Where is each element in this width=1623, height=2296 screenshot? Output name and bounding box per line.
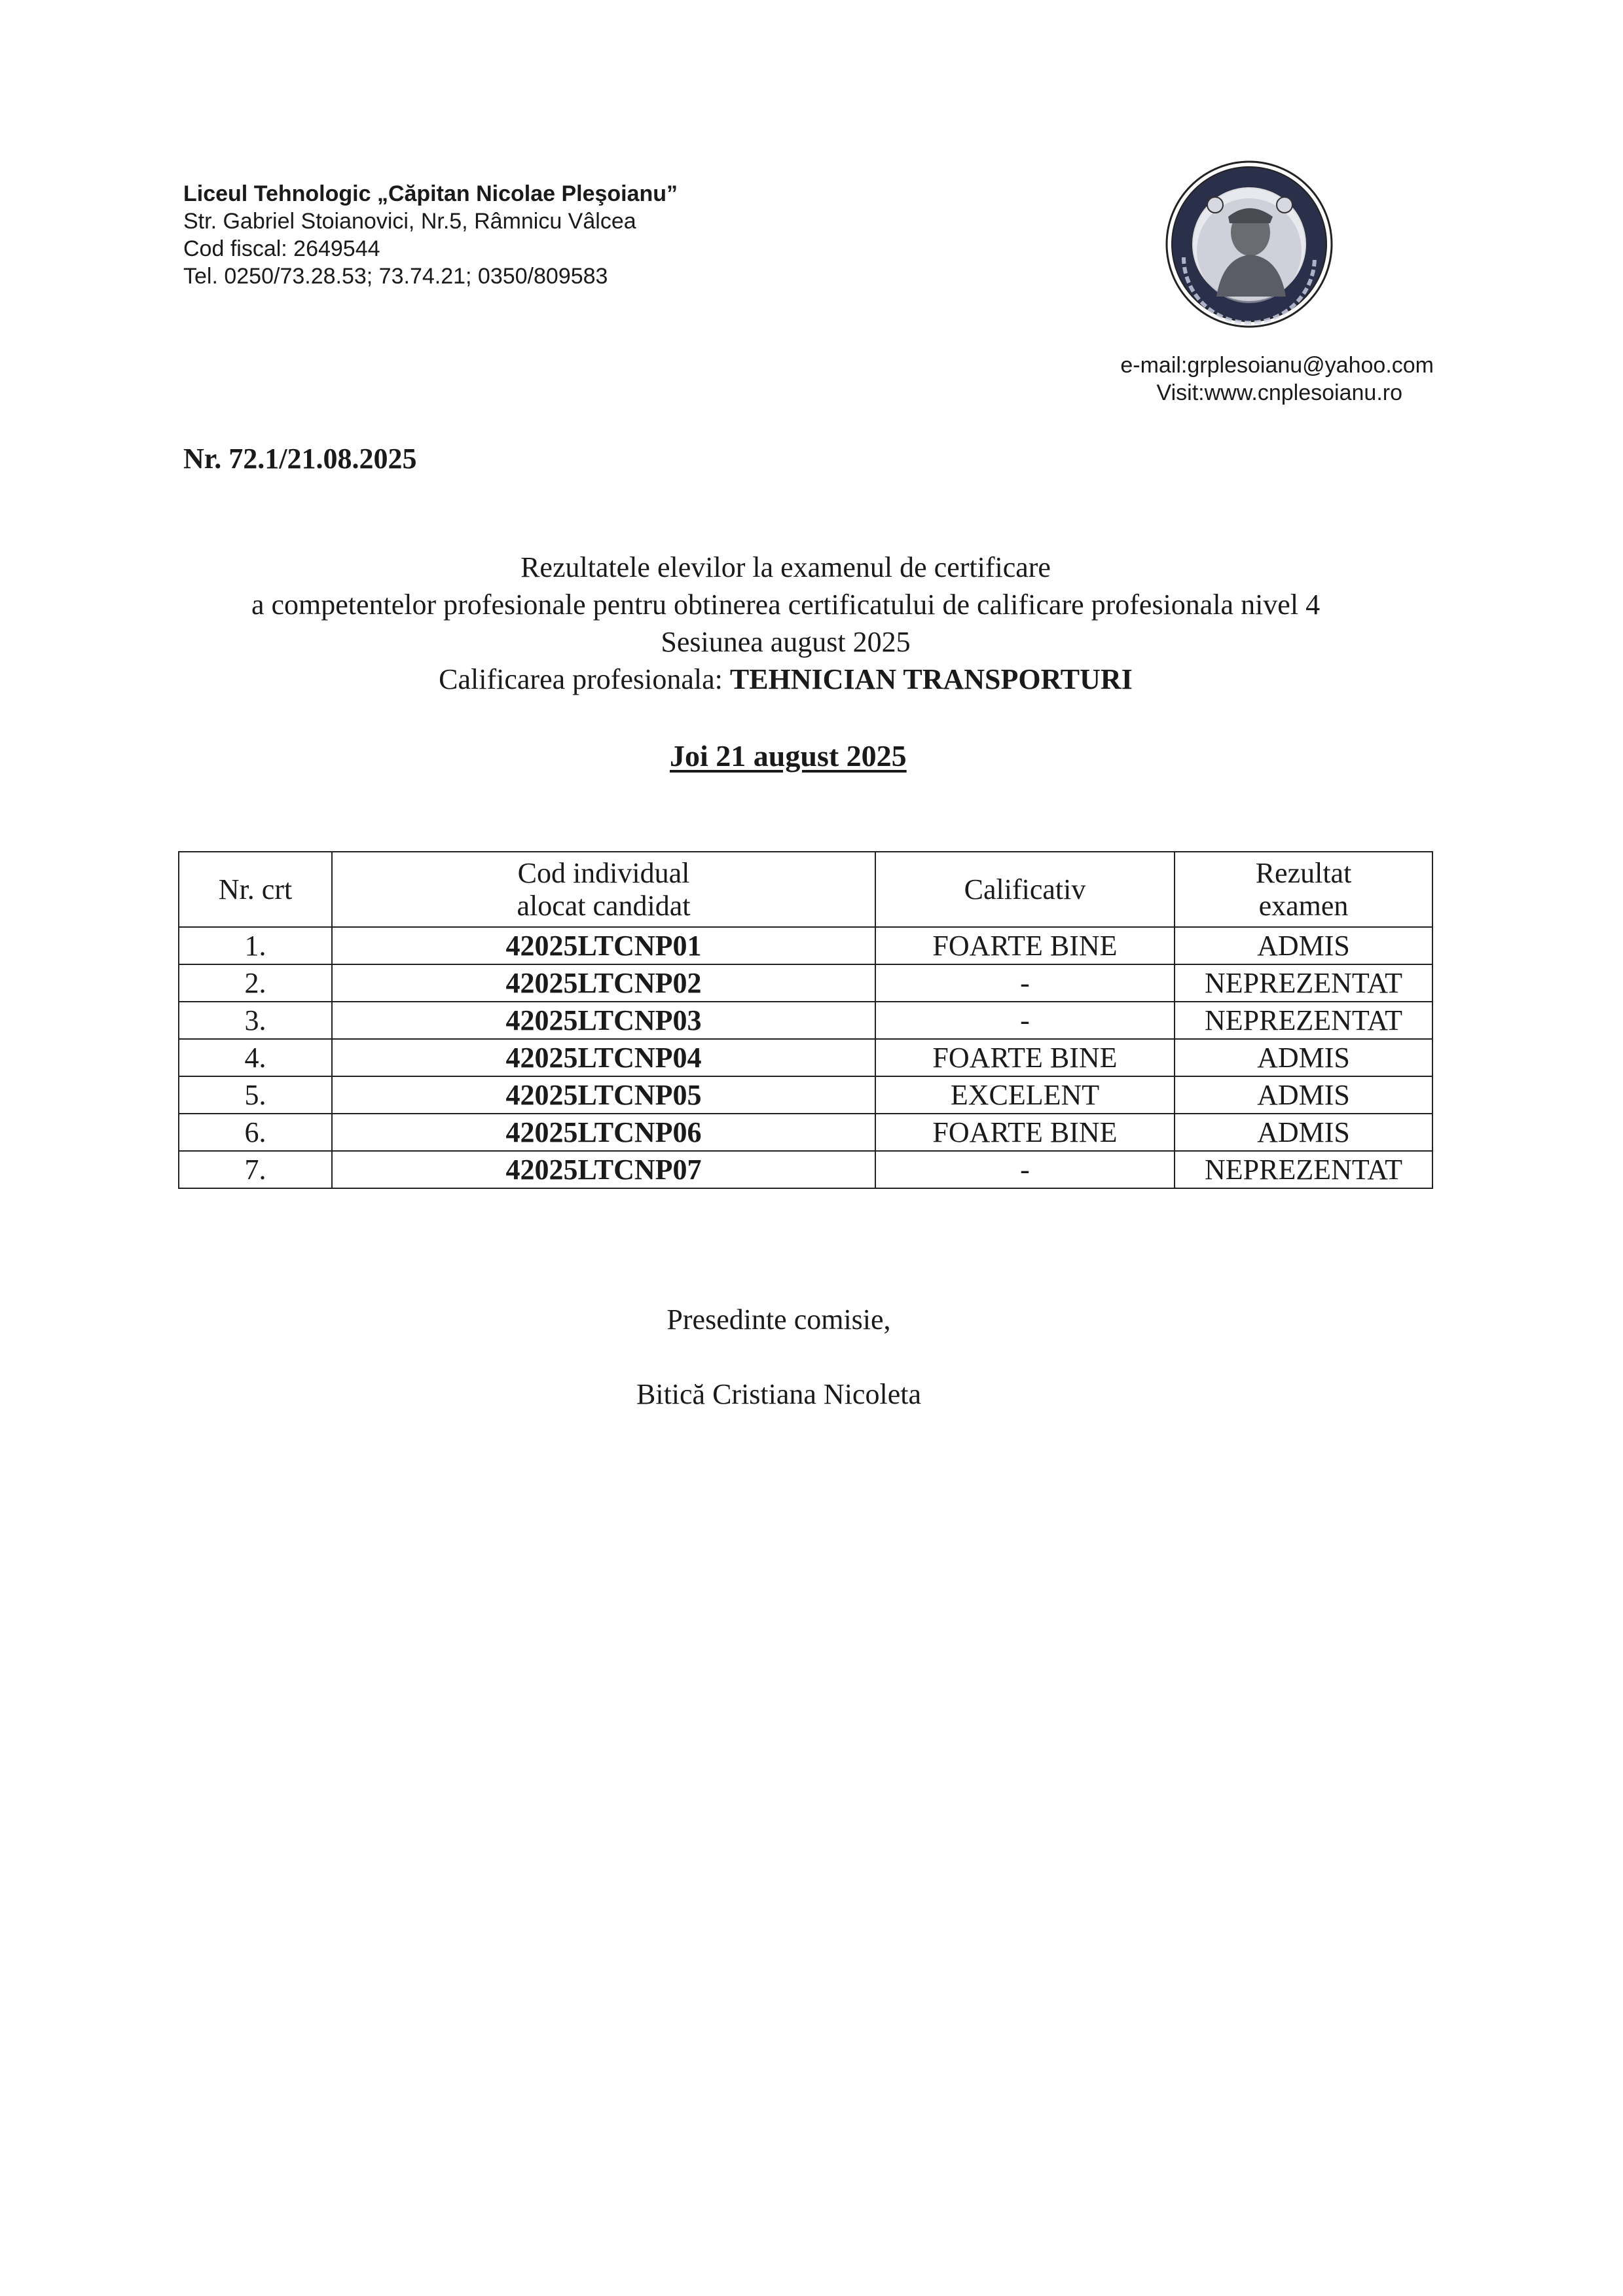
candidate-code: 42025LTCNP06 <box>332 1114 875 1151</box>
school-address: Str. Gabriel Stoianovici, Nr.5, Râmnicu Vâlcea <box>183 209 636 234</box>
title-line-1: Rezultatele elevilor la examenul de certificare <box>520 551 1051 583</box>
document-title <box>131 549 1440 698</box>
exam-result: ADMIS <box>1175 927 1432 964</box>
candidate-code: 42025LTCNP05 <box>332 1076 875 1114</box>
results-table <box>178 851 1433 1189</box>
header-result <box>1175 852 1432 927</box>
table-row <box>179 1151 1432 1188</box>
row-nr: 6. <box>179 1114 332 1151</box>
exam-result: NEPREZENTAT <box>1175 1002 1432 1039</box>
title-line-2: a competentelor profesionale pentru obtinerea certificatului de calificare profesionala nivel 4 <box>251 589 1321 621</box>
grade: FOARTE BINE <box>875 927 1175 964</box>
grade: FOARTE BINE <box>875 1039 1175 1076</box>
table-header-row <box>179 852 1432 927</box>
school-seal-logo <box>1164 159 1334 329</box>
header-grade: Calificativ <box>875 852 1175 927</box>
header-code-line2: alocat candidat <box>517 889 691 922</box>
school-header <box>183 180 678 290</box>
qualification-name: TEHNICIAN TRANSPORTURI <box>729 663 1133 695</box>
header-result-line2: examen <box>1258 889 1349 922</box>
exam-result: ADMIS <box>1175 1114 1432 1151</box>
table-row <box>179 927 1432 964</box>
grade: FOARTE BINE <box>875 1114 1175 1151</box>
grade: EXCELENT <box>875 1076 1175 1114</box>
row-nr: 5. <box>179 1076 332 1114</box>
grade: - <box>875 964 1175 1002</box>
email-address: e-mail:grplesoianu@yahoo.com <box>1120 353 1434 378</box>
exam-result: ADMIS <box>1175 1039 1432 1076</box>
row-nr: 7. <box>179 1151 332 1188</box>
title-line-4 <box>131 661 1440 698</box>
candidate-code: 42025LTCNP02 <box>332 964 875 1002</box>
qualification-label: Calificarea profesionala: <box>439 663 730 695</box>
table-row <box>179 1039 1432 1076</box>
committee-president-label: Presedinte comisie, <box>666 1303 891 1336</box>
header-code <box>332 852 875 927</box>
row-nr: 2. <box>179 964 332 1002</box>
grade: - <box>875 1002 1175 1039</box>
contact-info <box>1021 352 1480 407</box>
committee-president-name: Bitică Cristiana Nicoleta <box>636 1378 921 1410</box>
table-row <box>179 1114 1432 1151</box>
exam-result: ADMIS <box>1175 1076 1432 1114</box>
header-nr: Nr. crt <box>179 852 332 927</box>
grade: - <box>875 1151 1175 1188</box>
website-address: Visit:www.cnplesoianu.ro <box>1156 380 1402 405</box>
candidate-code: 42025LTCNP04 <box>332 1039 875 1076</box>
row-nr: 1. <box>179 927 332 964</box>
candidate-code: 42025LTCNP03 <box>332 1002 875 1039</box>
header-code-line1: Cod individual <box>517 856 690 889</box>
row-nr: 3. <box>179 1002 332 1039</box>
document-number: Nr. 72.1/21.08.2025 <box>183 443 417 475</box>
exam-result: NEPREZENTAT <box>1175 964 1432 1002</box>
table-row <box>179 1002 1432 1039</box>
candidate-code: 42025LTCNP01 <box>332 927 875 964</box>
header-result-line1: Rezultat <box>1255 856 1352 889</box>
seal-icon <box>1164 159 1334 329</box>
exam-result: NEPREZENTAT <box>1175 1151 1432 1188</box>
candidate-code: 42025LTCNP07 <box>332 1151 875 1188</box>
exam-date: Joi 21 august 2025 <box>670 739 907 773</box>
table-row <box>179 1076 1432 1114</box>
title-line-3: Sesiunea august 2025 <box>661 626 911 658</box>
table-row <box>179 964 1432 1002</box>
row-nr: 4. <box>179 1039 332 1076</box>
school-name: Liceul Tehnologic „Căpitan Nicolae Pleşoianu” <box>183 181 678 206</box>
phone-numbers: Tel. 0250/73.28.53; 73.74.21; 0350/809583 <box>183 264 608 289</box>
tax-code: Cod fiscal: 2649544 <box>183 236 380 261</box>
